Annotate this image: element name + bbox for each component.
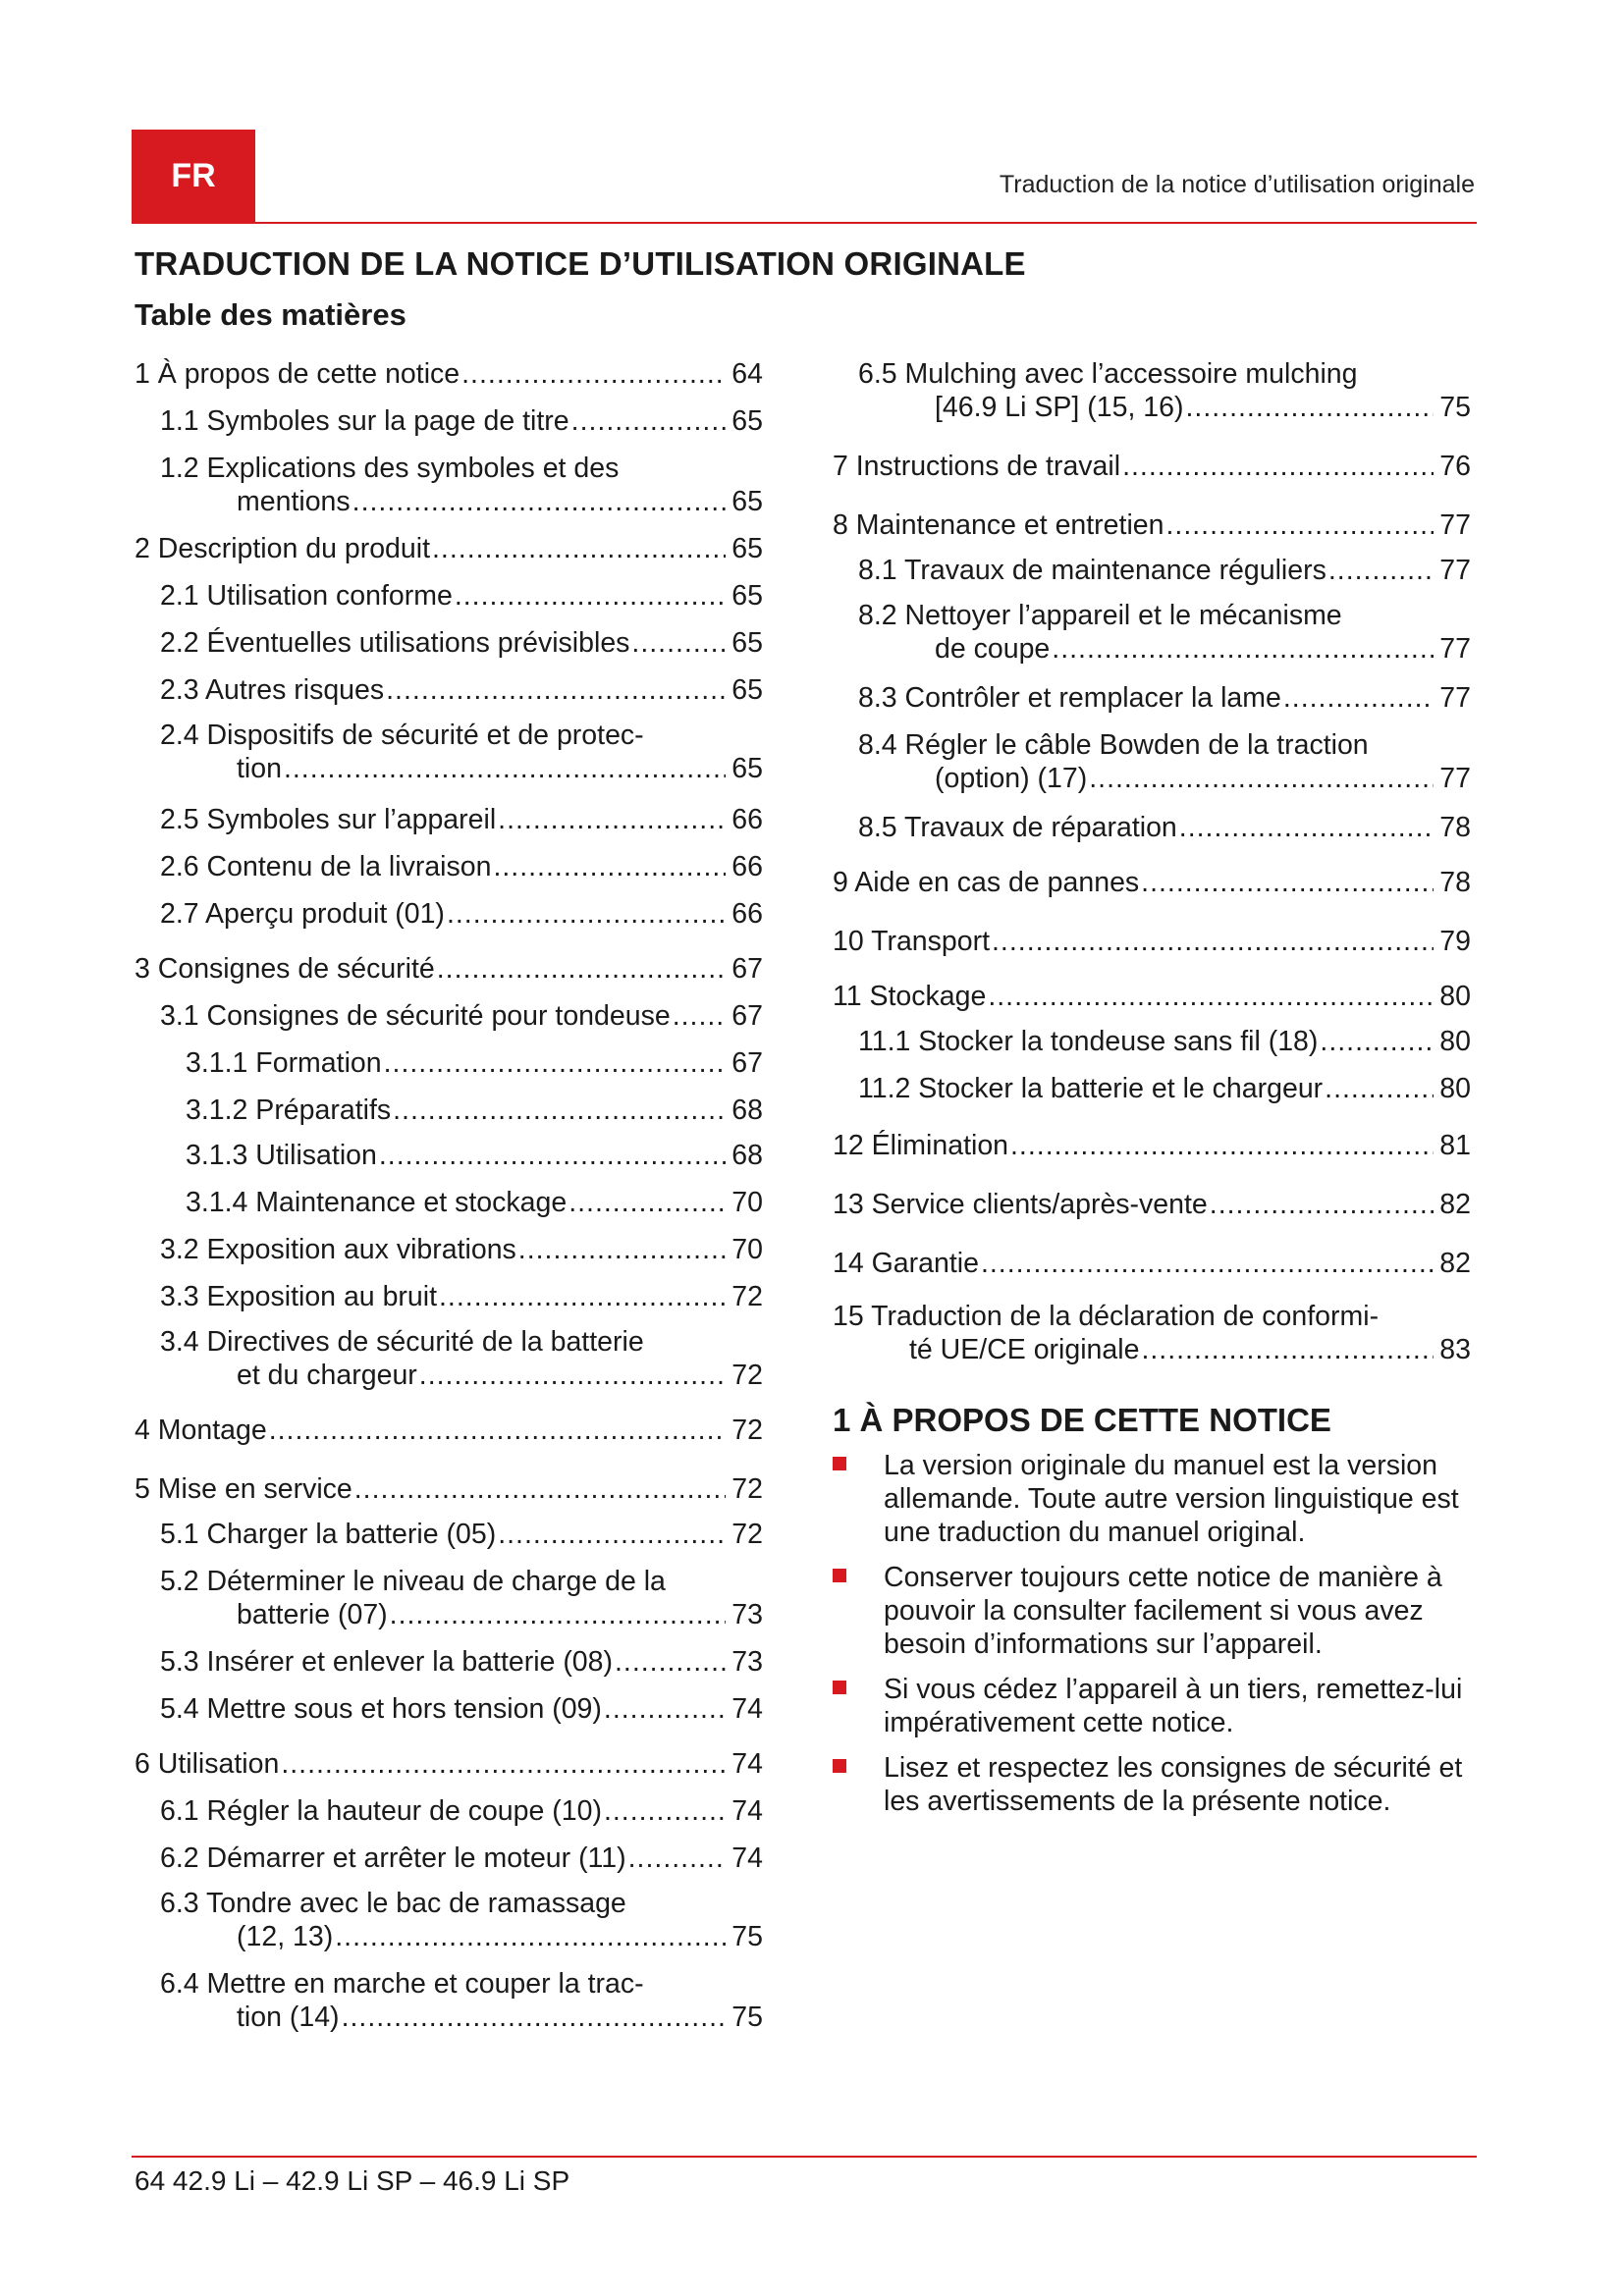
section-1-title: 1 À PROPOS DE CETTE NOTICE <box>833 1402 1331 1438</box>
toc-entry-title: 6.5 Mulching avec l’accessoire mulching <box>858 358 1358 390</box>
toc-page-number: 65 <box>731 580 763 612</box>
toc-entry-title-cont: (12, 13) <box>237 1921 334 1952</box>
toc-entry-title: 8.1 Travaux de maintenance réguliers <box>858 555 1326 586</box>
toc-entry-title: 7 Instructions de travail <box>833 451 1121 482</box>
toc-entry <box>833 1247 1471 1280</box>
toc-leader <box>1320 1025 1434 1058</box>
toc-page-number: 64 <box>731 358 763 390</box>
toc-entry-title: 2.6 Contenu de la livraison <box>160 851 492 882</box>
toc-entry-title: 8.5 Travaux de réparation <box>858 812 1177 843</box>
toc-page-number: 76 <box>1439 451 1471 482</box>
toc-page-number: 65 <box>731 405 763 437</box>
toc-entry-title: 2.4 Dispositifs de sécurité et de protec- <box>160 720 644 751</box>
header-divider <box>132 222 1477 224</box>
toc-leader <box>1165 508 1434 542</box>
toc-entry-title: 6.1 Régler la hauteur de coupe (10) <box>160 1795 602 1827</box>
toc-page-number: 65 <box>731 486 763 517</box>
toc-page-number: 80 <box>1439 981 1471 1012</box>
toc-entry-title: 1 À propos de cette notice <box>135 358 460 390</box>
toc-entry-title: 2.5 Symboles sur l’appareil <box>160 804 497 835</box>
toc-entry-title: 3.4 Directives de sécurité de la batterie <box>160 1326 644 1358</box>
toc-entry <box>160 1325 763 1392</box>
toc-leader <box>604 1692 726 1726</box>
toc-leader <box>1010 1129 1434 1162</box>
toc-entry-title: 3.1.3 Utilisation <box>186 1140 377 1171</box>
toc-page-number: 77 <box>1439 682 1471 714</box>
toc-entry <box>858 728 1471 795</box>
section-1-bullets <box>833 1449 1481 1830</box>
toc-leader <box>269 1414 727 1447</box>
toc-entry-title: 11.1 Stocker la tondeuse sans fil (18) <box>858 1026 1319 1057</box>
toc-entry <box>186 1139 763 1172</box>
toc-entry-title: 2.7 Aperçu produit (01) <box>160 898 445 930</box>
toc-entry <box>160 626 763 660</box>
toc-leader <box>498 1518 726 1551</box>
toc-entry <box>160 452 763 518</box>
toc-entry-title: 8.4 Régler le câble Bowden de la traction <box>858 729 1369 761</box>
toc-page-number: 68 <box>731 1095 763 1126</box>
toc-page-number: 72 <box>731 1281 763 1312</box>
toc-leader <box>379 1139 726 1172</box>
footer-divider <box>132 2156 1477 2158</box>
toc-page-number: 74 <box>731 1842 763 1874</box>
toc-leader <box>455 579 726 613</box>
toc-leader <box>281 1747 726 1781</box>
toc-entry <box>858 1025 1471 1058</box>
toc-leader <box>498 803 726 836</box>
toc-leader <box>284 752 726 785</box>
footer-page-label: 64 42.9 Li – 42.9 Li SP – 46.9 Li SP <box>135 2165 570 2196</box>
toc-entry <box>160 1887 763 1953</box>
toc-entry <box>858 681 1471 715</box>
toc-entry <box>160 404 763 438</box>
toc-leader <box>1052 632 1434 666</box>
toc-leader <box>1089 762 1434 795</box>
toc-entry <box>160 1645 763 1679</box>
toc-leader <box>1179 811 1435 844</box>
toc-entry <box>160 719 763 785</box>
toc-page-number: 65 <box>731 533 763 564</box>
toc-leader <box>419 1359 727 1392</box>
toc-page-number: 73 <box>731 1599 763 1630</box>
bullet-item: Si vous cédez l’appareil à un tiers, remettez-lui impérativement cette notice. <box>833 1673 1481 1739</box>
toc-entry <box>833 980 1471 1013</box>
toc-entry-title: 4 Montage <box>135 1415 267 1446</box>
toc-entry-title: 8.2 Nettoyer l’appareil et le mécanisme <box>858 600 1342 631</box>
toc-page-number: 67 <box>731 1047 763 1079</box>
toc-leader <box>437 952 727 986</box>
toc-entry <box>833 1188 1471 1221</box>
toc-page-number: 77 <box>1439 509 1471 541</box>
toc-page-number: 81 <box>1439 1130 1471 1161</box>
toc-entry-title: 2.2 Éventuelles utilisations prévisibles <box>160 627 630 659</box>
toc-page-number: 82 <box>1439 1189 1471 1220</box>
toc-entry <box>160 579 763 613</box>
bullet-item: La version originale du manuel est la version allemande. Toute autre version linguistique est une traduction du manuel original. <box>833 1449 1481 1549</box>
toc-page-number: 75 <box>731 1921 763 1952</box>
toc-page-number: 65 <box>731 674 763 706</box>
toc-entry-title: 8 Maintenance et entretien <box>833 509 1164 541</box>
toc-page-number: 74 <box>731 1795 763 1827</box>
toc-leader <box>461 357 726 391</box>
toc-entry <box>160 1967 763 2034</box>
toc-leader <box>386 673 726 707</box>
toc-page-number: 66 <box>731 804 763 835</box>
toc-entry-title-cont: de coupe <box>935 633 1051 665</box>
toc-entry-title: 6.3 Tondre avec le bac de ramassage <box>160 1888 626 1919</box>
toc-entry-title: 6 Utilisation <box>135 1748 280 1780</box>
toc-leader <box>988 980 1434 1013</box>
toc-leader <box>447 897 726 931</box>
toc-entry-title: 3 Consignes de sécurité <box>135 953 435 985</box>
toc-page-number: 75 <box>1439 392 1471 423</box>
toc-page-number: 82 <box>1439 1248 1471 1279</box>
toc-entry <box>160 897 763 931</box>
toc-page-number: 74 <box>731 1748 763 1780</box>
document-title: TRADUCTION DE LA NOTICE D’UTILISATION ORIGINALE <box>135 245 1026 282</box>
toc-page-number: 72 <box>731 1519 763 1550</box>
toc-entry-title-cont: tion (14) <box>237 2002 340 2033</box>
toc-entry-title-cont: té UE/CE originale <box>909 1334 1140 1365</box>
toc-leader <box>571 404 727 438</box>
language-tab: FR <box>132 130 255 222</box>
toc-entry <box>858 554 1471 587</box>
toc-entry-title: 12 Élimination <box>833 1130 1009 1161</box>
toc-entry <box>833 450 1471 483</box>
toc-entry-title-cont: batterie (07) <box>237 1599 388 1630</box>
bullet-item: Lisez et respectez les consignes de sécurité et les avertissements de la présente notice. <box>833 1751 1481 1818</box>
toc-entry <box>160 1233 763 1266</box>
toc-entry-title: 3.1.2 Préparatifs <box>186 1095 392 1126</box>
toc-page-number: 67 <box>731 953 763 985</box>
toc-entry <box>135 952 763 986</box>
toc-leader <box>981 1247 1434 1280</box>
toc-leader <box>390 1598 727 1631</box>
toc-leader <box>1122 450 1434 483</box>
toc-entry-title: 1.1 Symboles sur la page de titre <box>160 405 569 437</box>
toc-entry <box>160 1518 763 1551</box>
toc-entry <box>160 999 763 1033</box>
toc-page-number: 83 <box>1439 1334 1471 1365</box>
toc-page-number: 74 <box>731 1693 763 1725</box>
toc-page-number: 77 <box>1439 555 1471 586</box>
toc-entry-title: 10 Transport <box>833 926 991 957</box>
toc-entry <box>160 850 763 883</box>
toc-entry-title: 3.1.1 Formation <box>186 1047 382 1079</box>
bullet-square-icon <box>833 1681 846 1694</box>
toc-entry <box>833 508 1471 542</box>
toc-page-number: 72 <box>731 1415 763 1446</box>
toc-page-number: 77 <box>1439 633 1471 665</box>
toc-leader <box>604 1794 726 1828</box>
toc-entry-title: 6.2 Démarrer et arrêter le moteur (11) <box>160 1842 626 1874</box>
toc-leader <box>493 850 726 883</box>
toc-entry-title: 8.3 Contrôler et remplacer la lame <box>858 682 1281 714</box>
toc-entry-title: 3.1.4 Maintenance et stockage <box>186 1187 568 1218</box>
toc-page-number: 65 <box>731 753 763 784</box>
toc-page-number: 80 <box>1439 1073 1471 1104</box>
toc-entry-title-cont: et du chargeur <box>237 1360 417 1391</box>
toc-page-number: 78 <box>1439 867 1471 898</box>
toc-leader <box>1325 1072 1434 1105</box>
toc-entry-title-cont: [46.9 Li SP] (15, 16) <box>935 392 1184 423</box>
toc-entry <box>160 1794 763 1828</box>
toc-page-number: 66 <box>731 851 763 882</box>
toc-entry-title: 1.2 Explications des symboles et des <box>160 453 620 484</box>
bullet-square-icon <box>833 1457 846 1470</box>
toc-page-number: 66 <box>731 898 763 930</box>
toc-entry <box>186 1046 763 1080</box>
toc-entry <box>160 1692 763 1726</box>
toc-leader <box>384 1046 727 1080</box>
toc-entry <box>160 1842 763 1875</box>
toc-entry <box>160 673 763 707</box>
toc-page-number: 70 <box>731 1187 763 1218</box>
toc-entry <box>858 1072 1471 1105</box>
toc-entry-title: 11.2 Stocker la batterie et le chargeur <box>858 1073 1324 1104</box>
toc-entry-title-cont: (option) (17) <box>935 763 1088 794</box>
toc-entry <box>833 866 1471 899</box>
toc-leader <box>1283 681 1434 715</box>
toc-entry <box>135 1414 763 1447</box>
toc-entry-title-cont: mentions <box>237 486 351 517</box>
toc-leader <box>568 1186 726 1219</box>
toc-entry <box>186 1186 763 1219</box>
toc-leader <box>631 626 726 660</box>
toc-page-number: 73 <box>731 1646 763 1678</box>
toc-leader <box>518 1233 727 1266</box>
toc-entry-title: 5.2 Déterminer le niveau de charge de la <box>160 1566 666 1597</box>
toc-entry <box>135 1472 763 1506</box>
toc-leader <box>1185 391 1434 424</box>
toc-entry <box>135 532 763 565</box>
toc-leader <box>393 1094 726 1127</box>
bullet-square-icon <box>833 1569 846 1582</box>
toc-entry <box>858 357 1471 424</box>
toc-leader <box>352 485 727 518</box>
toc-leader <box>1141 866 1434 899</box>
toc-entry <box>160 1280 763 1313</box>
toc-entry-title: 2.3 Autres risques <box>160 674 385 706</box>
running-title: Traduction de la notice d’utilisation originale <box>999 171 1475 198</box>
toc-entry <box>833 925 1471 958</box>
toc-leader <box>335 1920 726 1953</box>
toc-leader <box>628 1842 727 1875</box>
bullet-item: Conserver toujours cette notice de manière à pouvoir la consulter facilement si vous avez besoin d’informations sur l’appareil. <box>833 1561 1481 1661</box>
toc-entry-title: 2 Description du produit <box>135 533 431 564</box>
toc-entry <box>833 1300 1471 1366</box>
toc-page-number: 78 <box>1439 812 1471 843</box>
toc-leader <box>615 1645 726 1679</box>
toc-entry-title: 5.3 Insérer et enlever la batterie (08) <box>160 1646 613 1678</box>
toc-entry-title: 3.2 Exposition aux vibrations <box>160 1234 516 1265</box>
toc-entry-title: 11 Stockage <box>833 981 987 1012</box>
toc-entry <box>160 1565 763 1631</box>
toc-entry <box>135 357 763 391</box>
toc-page-number: 72 <box>731 1473 763 1505</box>
toc-leader <box>432 532 726 565</box>
toc-leader <box>673 999 727 1033</box>
toc-entry <box>833 1129 1471 1162</box>
toc-leader <box>992 925 1434 958</box>
toc-leader <box>1328 554 1434 587</box>
toc-entry-title: 5.4 Mettre sous et hors tension (09) <box>160 1693 602 1725</box>
toc-page-number: 68 <box>731 1140 763 1171</box>
toc-page-number: 70 <box>731 1234 763 1265</box>
toc-heading: Table des matières <box>135 297 406 332</box>
toc-page-number: 65 <box>731 627 763 659</box>
toc-entry-title-cont: tion <box>237 753 282 784</box>
toc-entry-title: 2.1 Utilisation conforme <box>160 580 453 612</box>
toc-entry <box>160 803 763 836</box>
toc-page-number: 77 <box>1439 763 1471 794</box>
bullet-square-icon <box>833 1759 846 1773</box>
toc-entry <box>858 811 1471 844</box>
toc-entry-title: 5 Mise en service <box>135 1473 352 1505</box>
toc-page-number: 80 <box>1439 1026 1471 1057</box>
toc-page-number: 79 <box>1439 926 1471 957</box>
toc-entry-title: 5.1 Charger la batterie (05) <box>160 1519 497 1550</box>
toc-leader <box>439 1280 726 1313</box>
toc-page-number: 72 <box>731 1360 763 1391</box>
toc-entry <box>186 1094 763 1127</box>
toc-leader <box>354 1472 727 1506</box>
toc-page-number: 75 <box>731 2002 763 2033</box>
toc-leader <box>342 2001 727 2034</box>
toc-entry-title: 15 Traduction de la déclaration de conformi- <box>833 1301 1380 1332</box>
toc-entry-title: 9 Aide en cas de pannes <box>833 867 1140 898</box>
toc-page-number: 67 <box>731 1000 763 1032</box>
toc-entry <box>858 599 1471 666</box>
toc-leader <box>1210 1188 1435 1221</box>
toc-entry <box>135 1747 763 1781</box>
toc-entry-title: 3.3 Exposition au bruit <box>160 1281 438 1312</box>
toc-entry-title: 3.1 Consignes de sécurité pour tondeuse <box>160 1000 671 1032</box>
toc-entry-title: 13 Service clients/après-vente <box>833 1189 1208 1220</box>
toc-entry-title: 14 Garantie <box>833 1248 979 1279</box>
toc-leader <box>1141 1333 1434 1366</box>
toc-entry-title: 6.4 Mettre en marche et couper la trac- <box>160 1968 644 2000</box>
